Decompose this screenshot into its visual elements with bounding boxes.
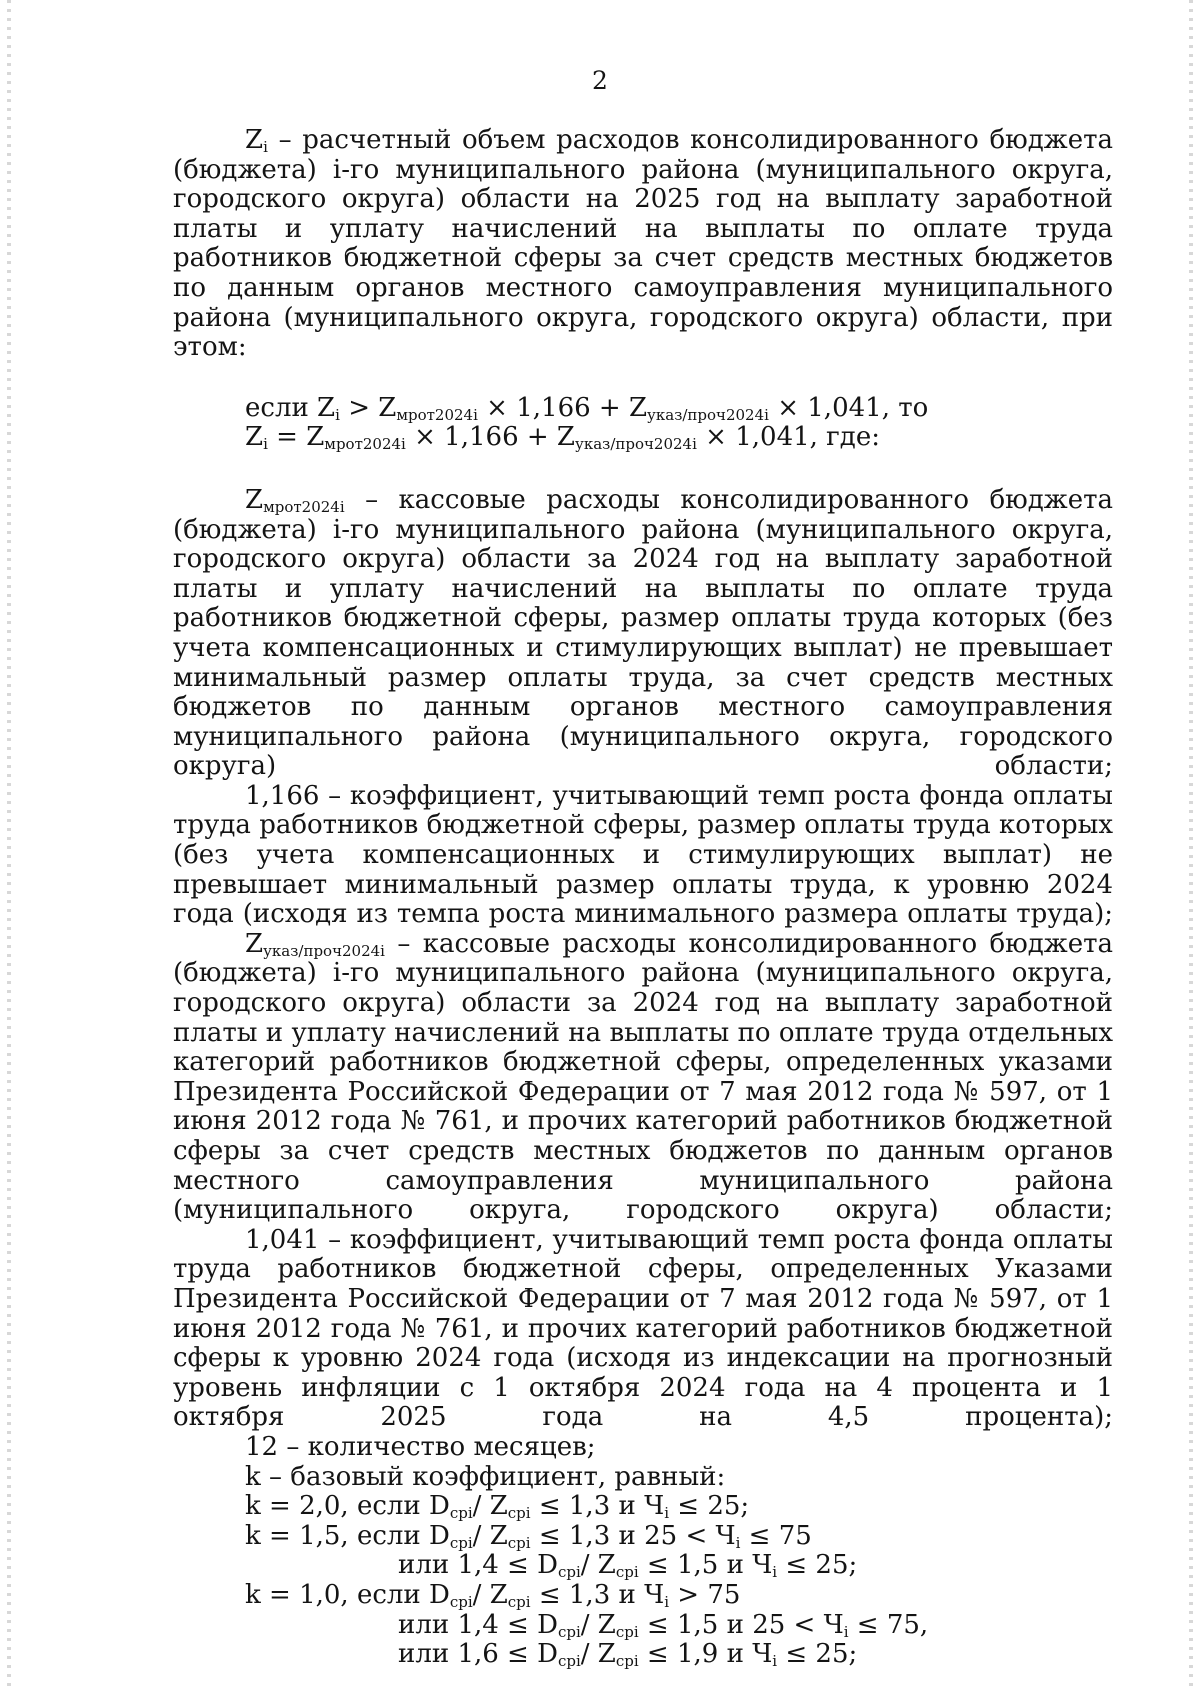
k-rule-1-0-c: или $1,6 \le D_{cpi}/$ $Z_{cpi} \le 1,9$ и $Ч_i \le 25$;	[398, 1639, 858, 1671]
paragraph-months: 12 – количество месяцев;	[245, 1431, 596, 1462]
k-rule-1-0-a: k = 1,0, если $D_{cpi}/$ $Z_{cpi} \le 1,3$ и $Ч_i > 75$	[245, 1579, 741, 1611]
spacer	[173, 453, 1113, 486]
paragraph-coefficient-1166: 1,166 – коэффициент, учитывающий темп роста фонда оплаты труда работников бюджетной сферы, размер оплаты труда которых (без учета компенсационных и стимулирующих выплат) не превышает минимальный размер оплаты труда, к уровню 2024 года (исходя из темпа роста минимального размера оплаты труда);	[173, 780, 1113, 930]
paragraph-zmrot-definition: $Z_{мрот2024i}$ – кассовые расходы консолидированного бюджета (бюджета) i-го муниципального района (муниципального округа, городского округа) области за 2024 год на выплату заработной платы и уплату начислений на выплаты по оплате труда работников бюджетной сферы, размер оплаты труда которых (без учета компенсационных и стимулирующих выплат) не превышает минимальный размер оплаты труда, за счет средств местных бюджетов по данным органов местного самоуправления муниципального района (муниципального округа, городского округа) области;	[173, 484, 1113, 782]
paragraph-coefficient-1041: 1,041 – коэффициент, учитывающий темп роста фонда оплаты труда работников бюджетной сферы, определенных Указами Президента Российской Федерации от 7 мая 2012 года № 597, от 1 июня 2012 года № 761, и прочих категорий работников бюджетной сферы к уровню 2024 года (исходя из индексации на прогнозный уровень инфляции с 1 октября 2024 года на 4 процента и 1 октября 2025 года на 4,5 процента);	[173, 1224, 1113, 1433]
k-rule-1-5-b: или $1,4 \le D_{cpi}/$ $Z_{cpi} \le 1,5$ и $Ч_i \le 25$;	[398, 1550, 858, 1582]
paragraph-zukaz-definition: $Z_{указ/проч2024i}$ – кассовые расходы консолидированного бюджета (бюджета) i-го муниципального района (муниципального округа, городского округа) области за 2024 год на выплату заработной платы и уплату начислений на выплаты по оплате труда отдельных категорий работников бюджетной сферы, определенных указами Президента Российской Федерации от 7 мая 2012 года № 597, от 1 июня 2012 года № 761, и прочих категорий работников бюджетной сферы за счет средств местных бюджетов по данным органов местного самоуправления муниципального района (муниципального округа, городского округа) области;	[173, 928, 1113, 1226]
paragraph-k-base: k – базовый коэффициент, равный:	[245, 1461, 726, 1492]
k-rule-1-5-a: k = 1,5, если $D_{cpi}/$ $Z_{cpi} \le 1,3$ и $25 < Ч_i \le 75$	[245, 1520, 812, 1552]
page-number: 2	[592, 66, 608, 95]
scan-right-edge	[1189, 0, 1193, 1686]
document-body	[173, 126, 1113, 1670]
formula-condition: если $Z_i > Z_{мрот2024i} \times 1,166 + Z_{указ/проч2024i} \times 1,041$, то	[245, 392, 929, 424]
formula-result: $Z_i = Z_{мрот2024i} \times 1,166 + Z_{указ/проч2024i} \times 1,041$, где:	[245, 422, 880, 454]
scan-left-edge	[7, 0, 11, 1686]
k-rule-2-0: k = 2,0, если $D_{cpi}/$ $Z_{cpi} \le 1,3$ и $Ч_i \le 25$;	[245, 1491, 750, 1523]
k-rule-1-0-b: или $1,4 \le D_{cpi}/$ $Z_{cpi} \le 1,5$ и $25 < Ч_i \le 75$,	[398, 1609, 929, 1641]
paragraph-zi-definition: $Z_i$ – расчетный объем расходов консолидированного бюджета (бюджета) i-го муниципального района (муниципального округа, городского округа) области на 2025 год на выплату заработной платы и уплату начислений на выплаты по оплате труда работников бюджетной сферы за счет средств местных бюджетов по данным органов местного самоуправления муниципального района (муниципального округа, городского округа) области, при этом:	[173, 125, 1113, 363]
spacer	[173, 363, 1113, 394]
